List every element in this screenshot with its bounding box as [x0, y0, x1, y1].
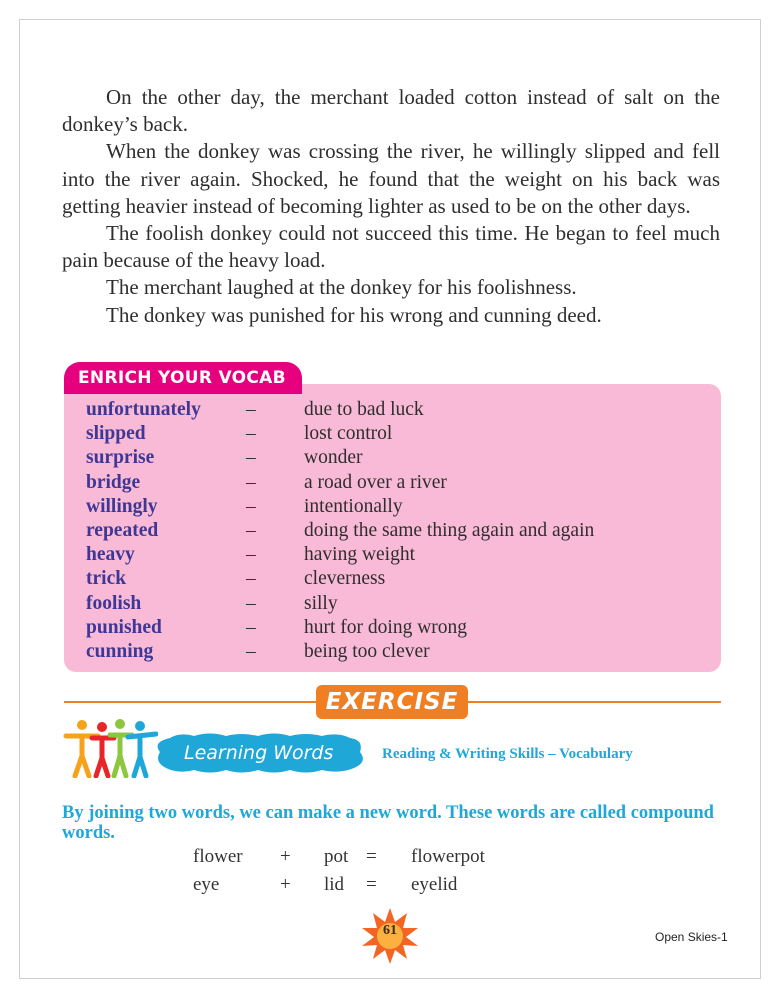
exercise-title: EXERCISE: [316, 685, 468, 719]
vocab-word: slipped: [86, 423, 146, 445]
vocab-dash: –: [246, 568, 256, 590]
vocab-word: trick: [86, 568, 127, 590]
vocab-row: [86, 519, 706, 543]
story-paragraph: On the other day, the merchant loaded cotton instead of salt on the donkey’s back.: [62, 85, 720, 137]
vocab-row: [86, 446, 706, 470]
vocab-row: [86, 471, 706, 495]
vocab-dash: –: [246, 544, 256, 566]
vocab-row: [86, 422, 706, 446]
compound-part-b: pot: [324, 846, 349, 867]
vocab-word: willingly: [86, 495, 158, 517]
vocab-dash: –: [246, 519, 256, 541]
compound-result: flowerpot: [411, 846, 485, 867]
equals-sign: =: [366, 846, 377, 867]
vocab-meaning: due to bad luck: [304, 399, 424, 420]
skills-label: Reading & Writing Skills – Vocabulary: [382, 746, 633, 762]
plus-sign: +: [280, 846, 291, 867]
vocab-meaning: a road over a river: [304, 471, 447, 493]
compound-part-a: eye: [193, 874, 220, 895]
vocab-row: [86, 495, 706, 519]
vocab-meaning: having weight: [304, 544, 416, 566]
vocab-meaning: cleverness: [304, 568, 386, 590]
vocab-meaning: lost control: [304, 423, 393, 445]
vocab-word: foolish: [86, 592, 142, 614]
vocab-row: [86, 640, 706, 664]
vocab-meaning: hurt for doing wrong: [304, 616, 468, 638]
page-number: 61: [383, 923, 397, 938]
section-title: Learning Words: [184, 742, 334, 764]
compound-result: eyelid: [411, 874, 458, 895]
compound-part-b: lid: [324, 874, 345, 895]
children-group-icon: [62, 716, 158, 778]
vocab-row: [86, 592, 706, 616]
vocab-word: heavy: [86, 544, 135, 566]
vocab-meaning: being too clever: [304, 640, 430, 662]
compound-part-a: flower: [193, 846, 243, 867]
vocab-word: bridge: [86, 471, 141, 493]
vocab-word: cunning: [86, 640, 154, 662]
vocab-row: [86, 567, 706, 591]
vocab-meaning: intentionally: [304, 495, 403, 517]
plus-sign: +: [280, 874, 291, 895]
vocab-meaning: silly: [304, 592, 338, 614]
story-paragraph: The foolish donkey could not succeed this time. He began to feel much pain because of the heavy load.: [62, 221, 720, 273]
instruction-text: By joining two words, we can make a new word. These words are called compound words.: [62, 803, 714, 843]
vocab-dash: –: [246, 616, 256, 638]
vocab-meaning: doing the same thing again and again: [304, 519, 595, 541]
vocab-dash: –: [246, 423, 256, 445]
vocab-dash: –: [246, 471, 256, 493]
story-paragraph: The donkey was punished for his wrong and cunning deed.: [106, 302, 602, 327]
vocab-row: [86, 543, 706, 567]
vocab-dash: –: [246, 447, 256, 469]
vocab-dash: –: [246, 592, 256, 614]
vocab-list: [86, 398, 706, 664]
vocab-word: repeated: [86, 519, 159, 541]
vocab-dash: –: [246, 495, 256, 517]
story-paragraph: When the donkey was crossing the river, he willingly slipped and fell into the river again. Shocked, he found that the weight on his back was getting heavier instead of becoming lighter as used to be on the other days.: [62, 139, 720, 218]
vocab-meaning: wonder: [304, 447, 363, 469]
vocab-row: [86, 616, 706, 640]
vocab-word: unfortunately: [86, 399, 201, 420]
equals-sign: =: [366, 874, 377, 895]
story-paragraph: The merchant laughed at the donkey for his foolishness.: [106, 275, 577, 300]
vocab-word: punished: [86, 616, 162, 638]
vocab-title: ENRICH YOUR VOCAB: [64, 362, 302, 394]
story-text: [62, 84, 720, 329]
book-title: Open Skies-1: [655, 930, 728, 944]
vocab-word: surprise: [86, 447, 155, 469]
vocab-dash: –: [246, 399, 256, 420]
vocab-row: [86, 398, 706, 422]
vocab-dash: –: [246, 640, 256, 662]
